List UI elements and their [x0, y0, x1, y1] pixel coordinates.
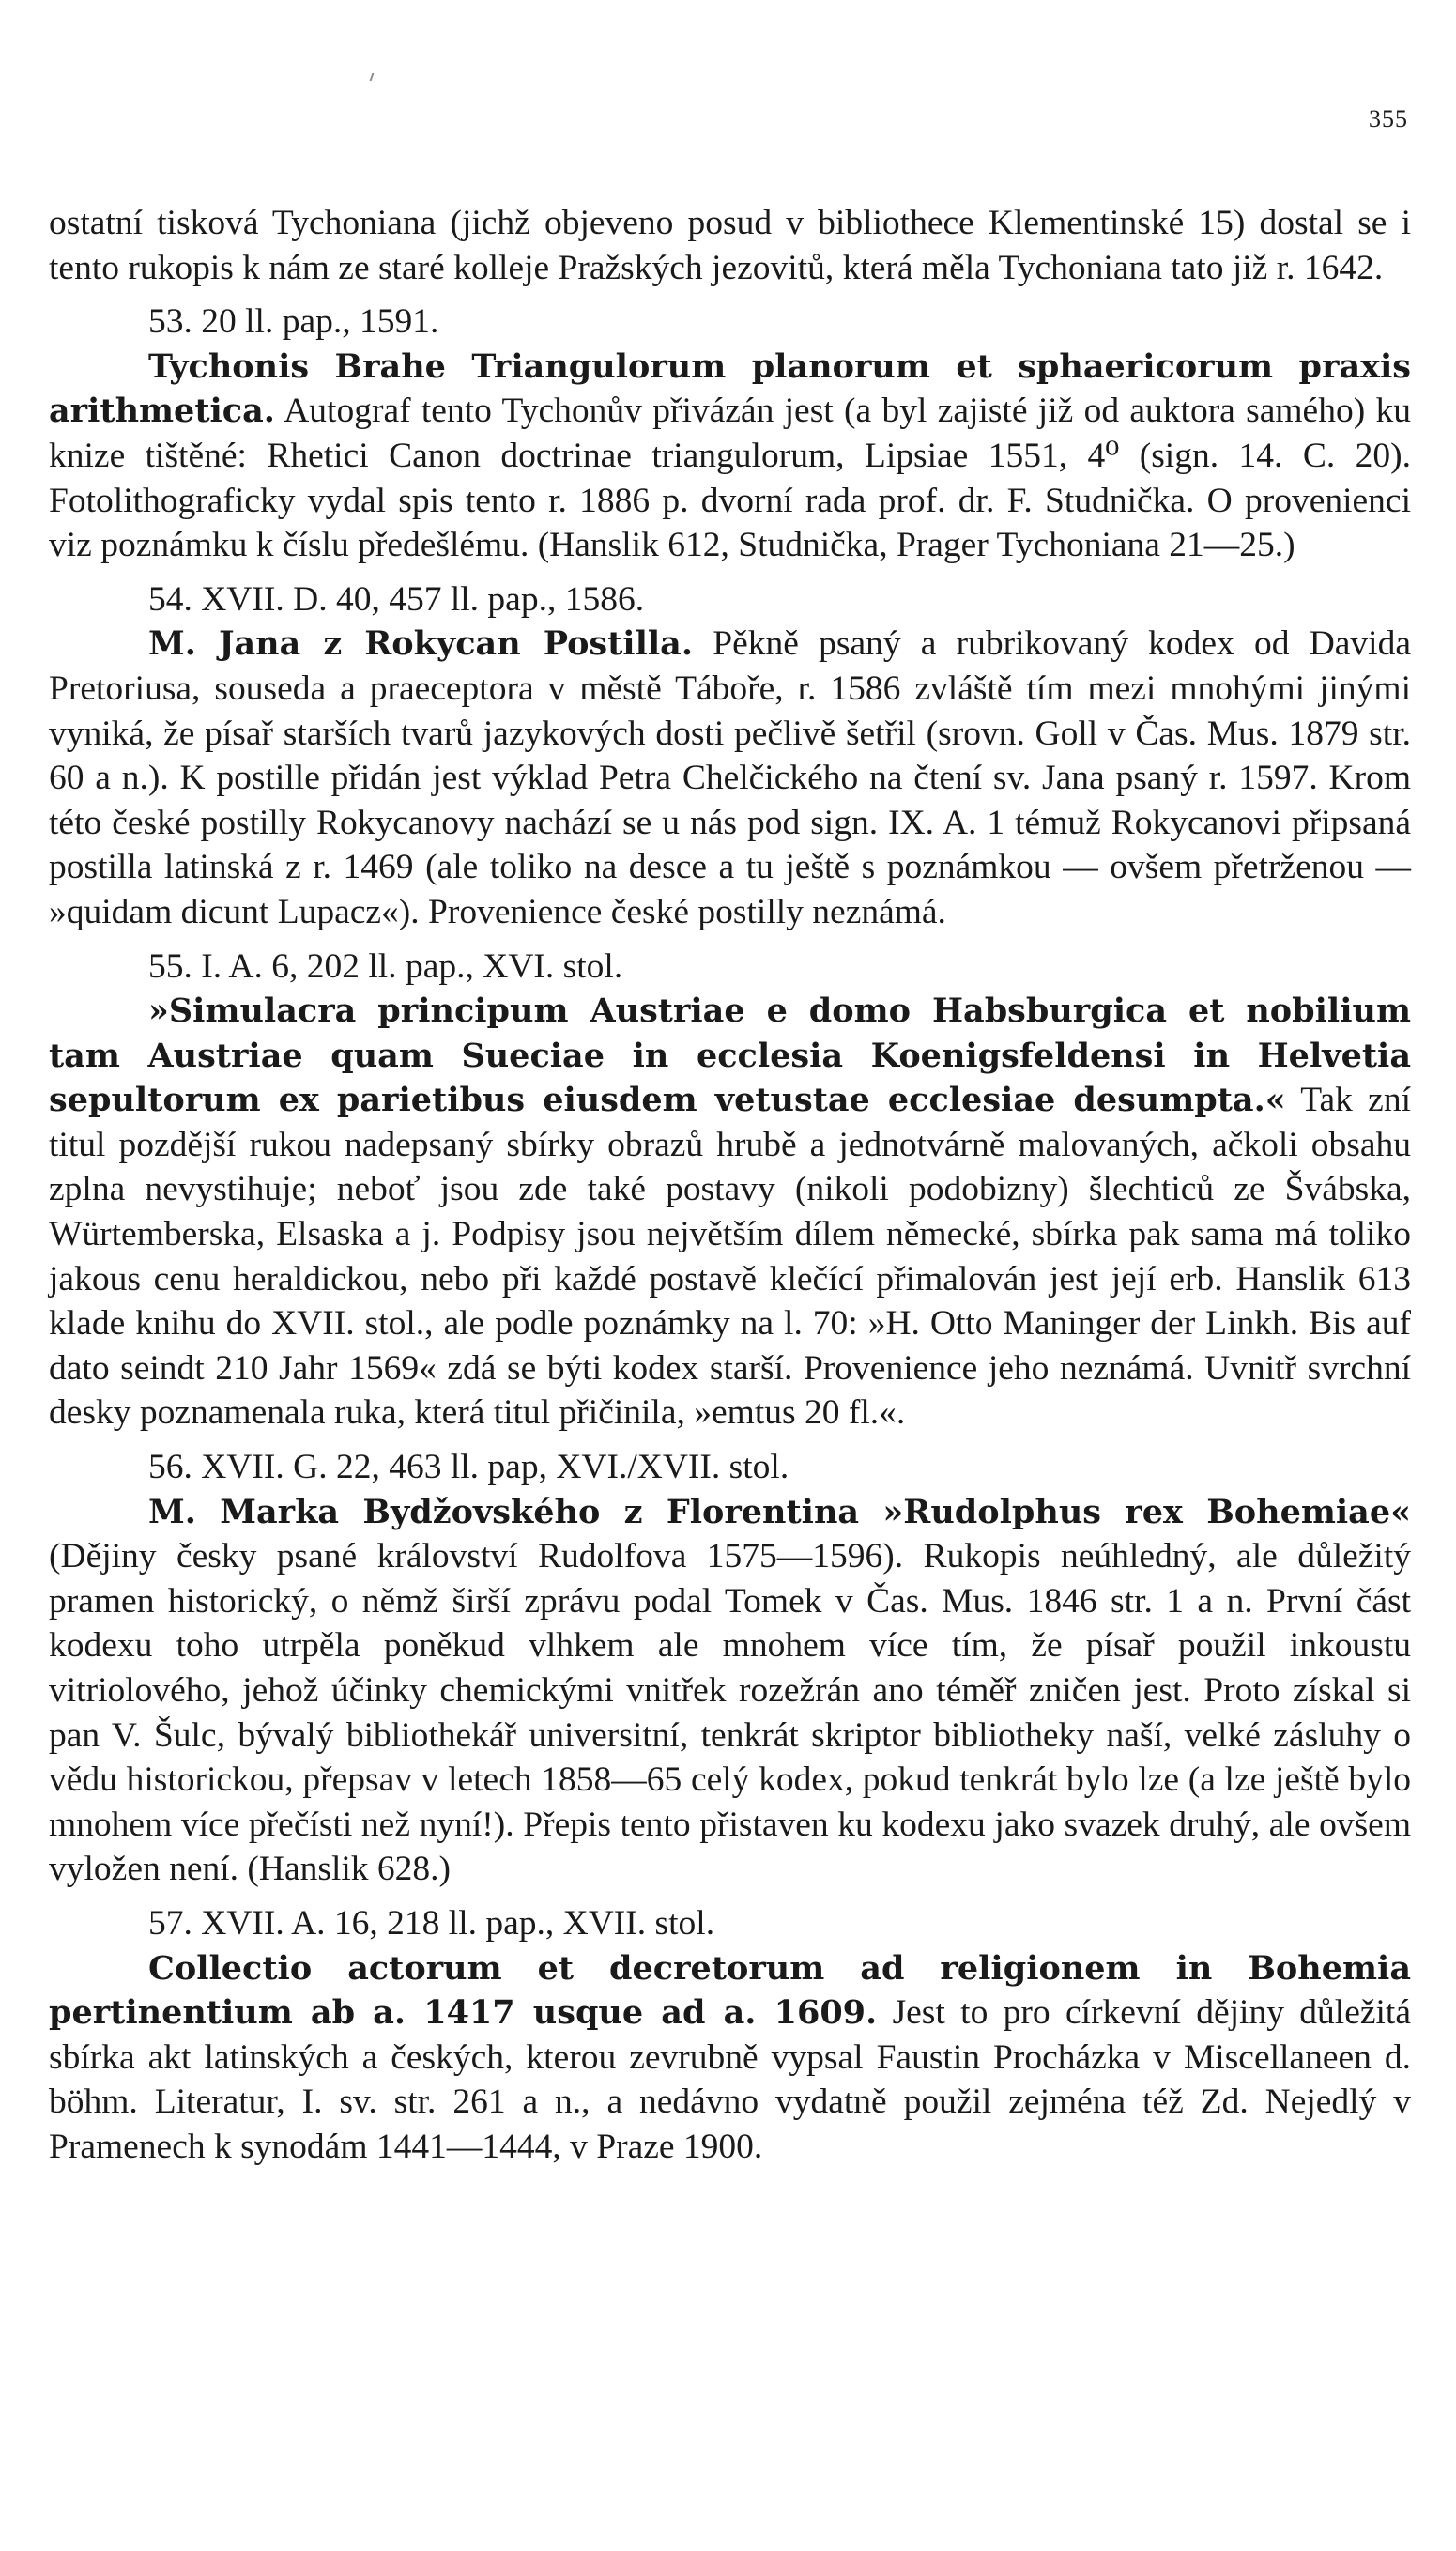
- entry-56-title: M. Marka Bydžovského z Florentina »Rudolphus rex Bohemiae«: [148, 1492, 1411, 1531]
- entry-57-body: Jest to pro církevní dějiny důležitá sbírka akt latinských a českých, kterou zevrubně vypsal Faustin Procházka v Miscellaneen d. böhm. Literatur, I. sv. str. 261 a n., a nedávno vydatně použil zejména též Zd. Nejedlý v Pramenech k synodám 1441—1444, v Praze 1900.: [49, 1993, 1411, 2166]
- entry-55-head: 55. I. A. 6, 202 ll. pap., XVI. stol.: [148, 946, 623, 986]
- page-mark: [370, 73, 380, 81]
- entry-55-text: [49, 989, 1411, 1436]
- entry-55-body: Tak zní titul pozdější rukou nadepsaný sbírky obrazů hrubě a jednotvárně malovaných, ačkoli obsahu zplna nevystihuje; neboť jsou zde také postavy (nikoli podobizny) šlechticů ze Švábska, Würtemberska, Elsaska a j. Podpisy jsou největším dílem německé, sbírka pak sama má toliko jakous cenu heraldickou, nebo při každé postavě klečící přimalován jest její erb. Hanslik 613 klade knihu do XVII. stol., ale podle poznámky na l. 70: »H. Otto Maninger der Linkh. Bis auf dato seindt 210 Jahr 1569« zdá se býti kodex starší. Provenience jeho neznámá. Uvnitř svrchní desky poznamenala ruka, která titul přičinila, »emtus 20 fl.«.: [49, 1081, 1411, 1433]
- entry-54-text: [49, 622, 1411, 934]
- entry-56-text: [49, 1490, 1411, 1892]
- entry-57-head: 57. XVII. A. 16, 218 ll. pap., XVII. stol.: [148, 1903, 715, 1943]
- entry-54-title: M. Jana z Rokycan Postilla.: [148, 624, 694, 664]
- entry-55-title: »Simulacra principum Austriae e domo Habsburgica et nobilium tam Austriae quam Sueciae in ecclesia Koenigsfeldensi in Helvetia sepultorum ex parietibus eiusdem vetustae ecclesiae desumpta.«: [49, 991, 1411, 1120]
- entry-56-body: (Dějiny česky psané království Rudolfova 1575—1596). Rukopis neúhledný, ale důležitý pramen historický, o němž širší zprávu podal Tomek v Čas. Mus. 1846 str. 1 a n. První část kodexu toho utrpěla poněkud vlhkem ale mnohem více tím, že písař použil inkoustu vitriolového, jehož účinky chemickými vnitřek rozežrán ano téměř zničen jest. Proto získal si pan V. Šulc, bývalý bibliothekář universitní, tenkrát skriptor bibliotheky naší, velké zásluhy o vědu historickou, přepsav v letech 1858—65 celý kodex, pokud tenkrát bylo lze (a lze ještě bylo mnohem více přečísti než nyní!). Přepis tento přistaven ku kodexu jako svazek druhý, ale ovšem vyložen není. (Hanslik 628.): [49, 1537, 1411, 1889]
- entry-56-head: 56. XVII. G. 22, 463 ll. pap, XVI./XVII. stol.: [148, 1448, 789, 1487]
- document-body: [49, 201, 1411, 2170]
- entry-57-text: [49, 1946, 1411, 2170]
- entry-53-body: Autograf tento Tychonův přivázán jest (a byl zajisté již od auktora samého) ku knize tištěné: Rhetici Canon doctrinae triangulorum, Lipsiae 1551, 4⁰ (sign. 14. C. 20). Fotolithograficky vydal spis tento r. 1886 p. dvorní rada prof. dr. F. Studnička. O provenienci viz poznámku k číslu předešlému. (Hanslik 612, Studnička, Prager Tychoniana 21—25.): [49, 392, 1411, 565]
- entry-57-title: Collectio actorum et decretorum ad religionem in Bohemia pertinentium ab a. 1417 usque ad a. 1609.: [49, 1948, 1411, 2033]
- page-number: 355: [1369, 105, 1408, 132]
- entry-53-title: Tychonis Brahe Triangulorum planorum et sphaericorum praxis arithmetica.: [49, 346, 1411, 431]
- entry-54-body: Pěkně psaný a rubrikovaný kodex od Davida Pretoriusa, souseda a praeceptora v městě Táboře, r. 1586 zvláště tím mezi mnohými jinými vyniká, že písař starších tvarů jazykových dosti pečlivě šetřil (srovn. Goll v Čas. Mus. 1879 str. 60 a n.). K postille přidán jest výklad Petra Chelčického na čtení sv. Jana psaný r. 1597. Krom této české postilly Rokycanovy nachází se u nás pod sign. IX. A. 1 témuž Rokycanovi připsaná postilla latinská z r. 1469 (ale toliko na desce a tu ještě s poznámkou — ovšem přetrženou — »quidam dicunt Lupacz«). Provenience české postilly neznámá.: [49, 624, 1411, 931]
- entry-53-head: 53. 20 ll. pap., 1591.: [148, 302, 439, 342]
- intro-paragraph: ostatní tisková Tychoniana (jichž objeveno posud v bibliothece Klementinské 15) dostal se i tento rukopis k nám ze staré kolleje Pražských jezovitů, která měla Tychoniana tato již r. 1642.: [49, 204, 1411, 287]
- entry-53-text: [49, 345, 1411, 568]
- entry-54-head: 54. XVII. D. 40, 457 ll. pap., 1586.: [148, 579, 645, 619]
